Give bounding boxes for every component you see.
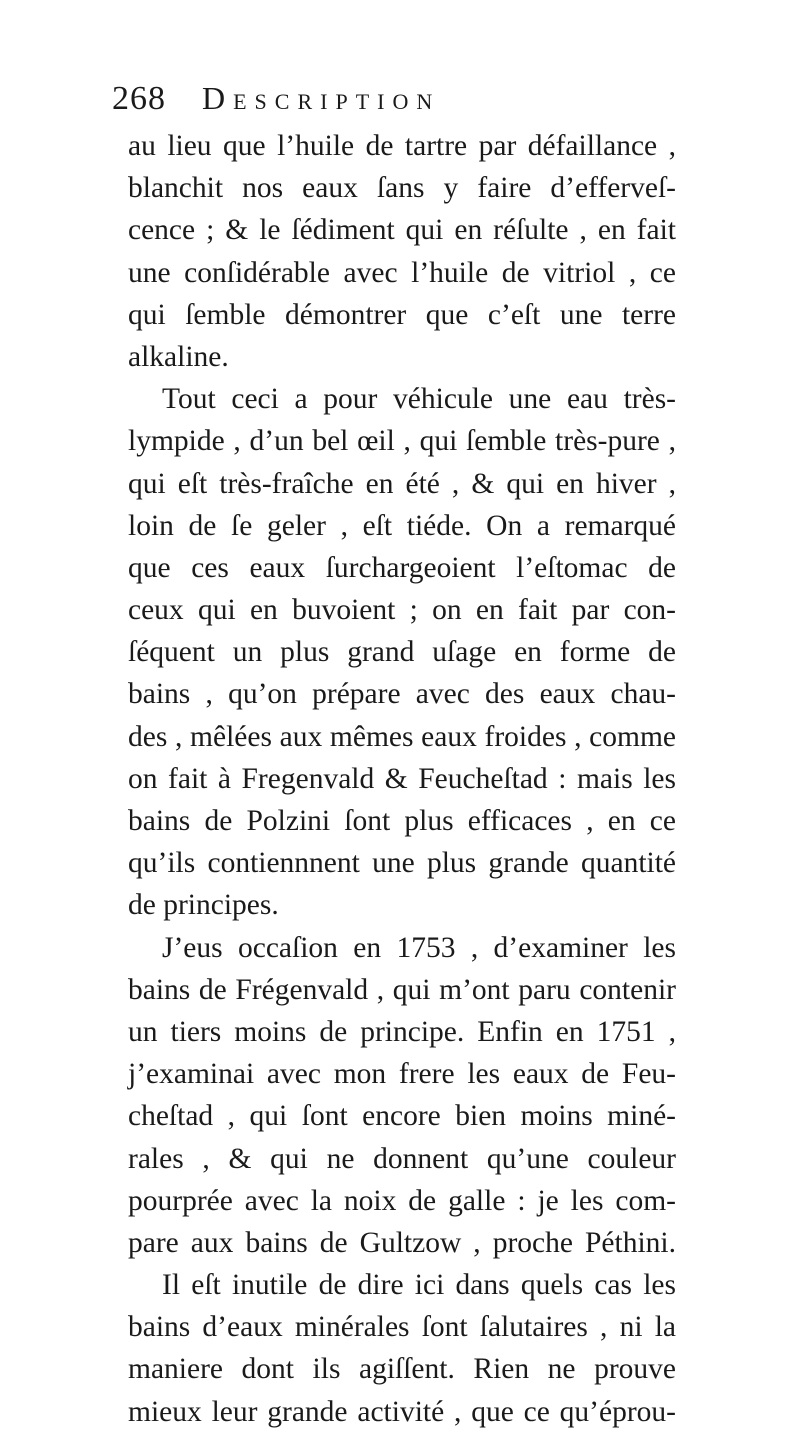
running-title: Description bbox=[202, 80, 441, 116]
text-line: rales , & qui ne donnent qu’une couleur bbox=[128, 1142, 676, 1175]
running-head bbox=[112, 76, 552, 120]
text-line: mieux leur grande activité , que ce qu’éprou- bbox=[128, 1395, 676, 1428]
text-line: un tiers moins de principe. Enfin en 1751 , bbox=[128, 1015, 676, 1048]
text-line: bains d’eaux minérales ſont ſalutaires , ni la bbox=[128, 1311, 676, 1344]
text-line: qu’ils contiennnent une plus grande quantité bbox=[128, 847, 676, 880]
paragraph-first-line: J’eus occaſion en 1753 , d’examiner les bbox=[162, 931, 676, 964]
text-line: lympide , d’un bel œil , qui ſemble très-pure , bbox=[128, 425, 676, 458]
page-number: 268 bbox=[112, 80, 166, 117]
paragraph-first-line: Tout ceci a pour véhicule une eau très- bbox=[162, 383, 676, 416]
text-line: bains , qu’on prépare avec des eaux chau- bbox=[128, 678, 676, 711]
text-line: cheſtad , qui ſont encore bien moins miné- bbox=[128, 1100, 676, 1133]
text-line: pourprée avec la noix de galle : je les com- bbox=[128, 1184, 676, 1217]
text-line: on fait à Fregenvald & Feucheſtad : mais les bbox=[128, 762, 676, 795]
text-line: au lieu que l’huile de tartre par défaillance , bbox=[128, 130, 676, 162]
text-line: pare aux bains de Gultzow , proche Péthini. bbox=[128, 1226, 676, 1259]
text-line: une conſidérable avec l’huile de vitriol , ce bbox=[128, 256, 676, 289]
paragraph-first-line: Il eſt inutile de dire ici dans quels cas les bbox=[162, 1269, 676, 1302]
text-line: j’examinai avec mon frere les eaux de Feu- bbox=[128, 1058, 676, 1091]
text-line: blanchit nos eaux ſans y faire d’efferveſ- bbox=[128, 172, 676, 205]
text-line: qui eſt très-fraîche en été , & qui en hiver , bbox=[128, 467, 676, 500]
text-line: alkaline. bbox=[128, 340, 229, 373]
text-line: maniere dont ils agiſſent. Rien ne prouve bbox=[128, 1353, 676, 1386]
text-line: ceux qui en buvoient ; on en fait par con- bbox=[128, 594, 676, 627]
text-line: que ces eaux ſurchargeoient l’eſtomac de bbox=[128, 551, 676, 584]
text-line: qui ſemble démontrer que c’eſt une terre bbox=[128, 298, 676, 331]
text-line: loin de ſe geler , eſt tiéde. On a remarqué bbox=[128, 509, 676, 542]
text-line: de principes. bbox=[128, 889, 279, 922]
text-line: ſéquent un plus grand uſage en forme de bbox=[128, 636, 676, 669]
text-line: bains de Frégenvald , qui m’ont paru contenir bbox=[128, 973, 676, 1006]
text-line: cence ; & le ſédiment qui en réſulte , en fait bbox=[128, 214, 676, 247]
text-line: bains de Polzini ſont plus efficaces , en ce bbox=[128, 805, 676, 837]
body-text bbox=[128, 125, 676, 1433]
text-line: des , mêlées aux mêmes eaux froides , comme bbox=[128, 720, 676, 753]
